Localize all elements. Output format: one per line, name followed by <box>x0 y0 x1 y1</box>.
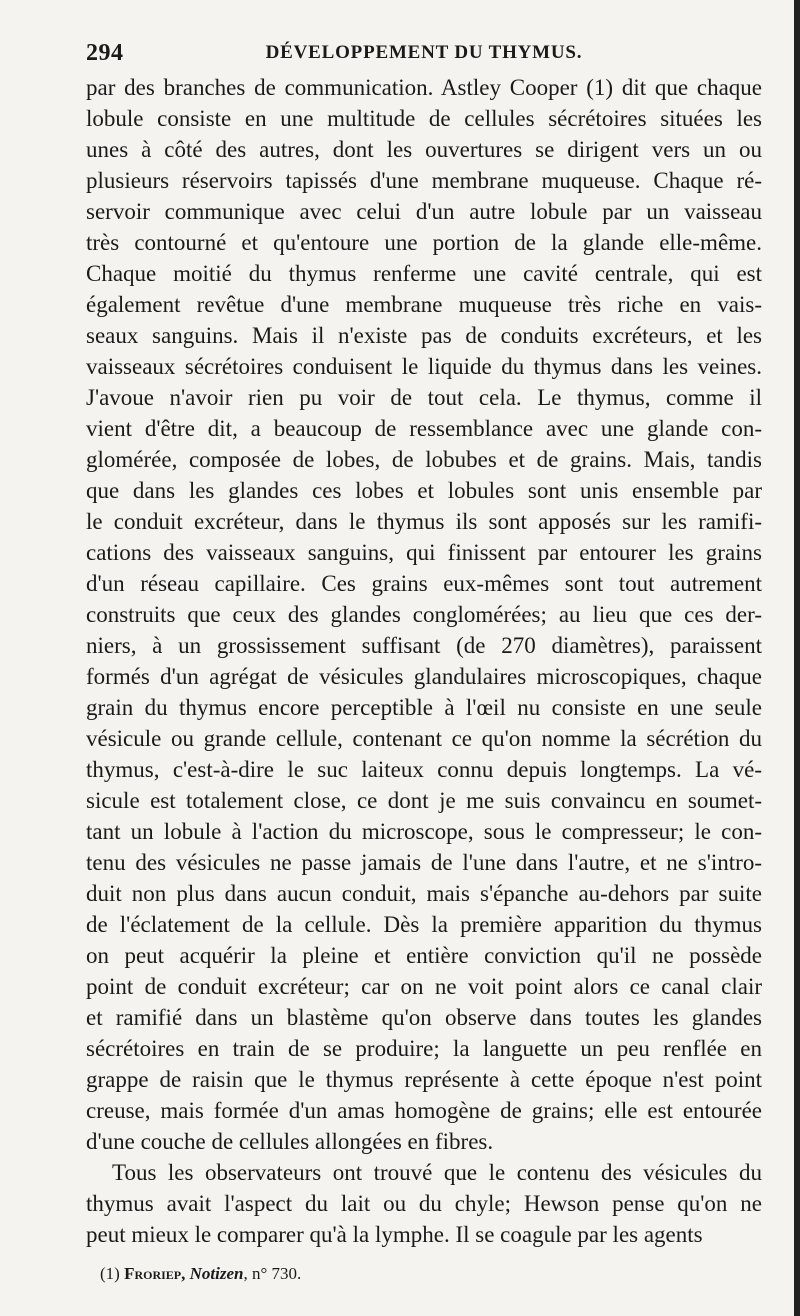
text-line: seaux sanguins. Mais il n'existe pas de conduits excréteurs, et les <box>86 323 762 348</box>
text-line: très contourné et qu'entoure une portion de la glande elle-même. <box>86 230 762 255</box>
page-edge <box>794 0 800 1316</box>
text-line: creuse, mais formée d'un amas homogène de grains; elle est entourée <box>86 1098 762 1123</box>
text-line: également revêtue d'une membrane muqueuse très riche en vais- <box>86 292 762 317</box>
text-line: vésicule ou grande cellule, contenant ce qu'on nomme la sécrétion du <box>86 726 762 751</box>
text-line: construits que ceux des glandes conglomérées; au lieu que ces der- <box>86 602 762 627</box>
footnote-work: Notizen <box>189 1264 244 1283</box>
paragraph <box>86 72 762 1157</box>
text-line: grappe de raisin que le thymus représente à cette époque n'est point <box>86 1067 762 1092</box>
body-text <box>86 72 762 1250</box>
text-line: et ramifié dans un blastème qu'on observe dans toutes les glandes <box>86 1005 762 1030</box>
text-line: vaisseaux sécrétoires conduisent le liquide du thymus dans les veines. <box>86 354 762 379</box>
text-line: tenu des vésicules ne passe jamais de l'une dans l'autre, et ne s'intro- <box>86 850 762 875</box>
text-line: thymus, c'est-à-dire le suc laiteux connu depuis longtemps. La vé- <box>86 757 762 782</box>
text-line: lobule consiste en une multitude de cellules sécrétoires situées les <box>86 106 762 131</box>
text-line: sécrétoires en train de se produire; la languette un peu renflée en <box>86 1036 762 1061</box>
text-line: que dans les glandes ces lobes et lobules sont unis ensemble par <box>86 478 762 503</box>
footnote-marker: (1) <box>100 1264 120 1283</box>
text-line: J'avoue n'avoir rien pu voir de tout cela. Le thymus, comme il <box>86 385 762 410</box>
paragraph <box>86 1157 762 1250</box>
text-line: cations des vaisseaux sanguins, qui finissent par entourer les grains <box>86 540 762 565</box>
text-line: sicule est totalement close, ce dont je me suis convaincu en soumet- <box>86 788 762 813</box>
text-line: formés d'un agrégat de vésicules glandulaires microscopiques, chaque <box>86 664 762 689</box>
text-line: plusieurs réservoirs tapissés d'une membrane muqueuse. Chaque ré- <box>86 168 762 193</box>
page-number: 294 <box>86 40 124 66</box>
footnote-reference: , n° 730. <box>243 1264 302 1283</box>
text-line: glomérée, composée de lobes, de lobubes et de grains. Mais, tandis <box>86 447 762 472</box>
running-title: DÉVELOPPEMENT DU THYMUS. <box>265 42 583 63</box>
text-line: vient d'être dit, a beaucoup de ressemblance avec une glande con- <box>86 416 762 441</box>
footnote <box>100 1262 760 1286</box>
text-line: thymus avait l'aspect du lait ou du chyle; Hewson pense qu'on ne <box>86 1191 762 1216</box>
text-line: peut mieux le comparer qu'à la lymphe. Il se coagule par les agents <box>86 1222 703 1247</box>
text-line: de l'éclatement de la cellule. Dès la première apparition du thymus <box>86 912 762 937</box>
text-line: on peut acquérir la pleine et entière conviction qu'il ne possède <box>86 943 762 968</box>
text-line: d'un réseau capillaire. Ces grains eux-mêmes sont tout autrement <box>86 571 762 596</box>
text-line: Chaque moitié du thymus renferme une cavité centrale, qui est <box>86 261 762 286</box>
text-line: duit non plus dans aucun conduit, mais s'épanche au-dehors par suite <box>86 881 762 906</box>
text-line: point de conduit excréteur; car on ne voit point alors ce canal clair <box>86 974 762 999</box>
text-line: tant un lobule à l'action du microscope, sous le compresseur; le con- <box>86 819 762 844</box>
text-line: le conduit excréteur, dans le thymus ils sont apposés sur les ramifi- <box>86 509 762 534</box>
text-line: grain du thymus encore perceptible à l'œil nu consiste en une seule <box>86 695 762 720</box>
text-line: par des branches de communication. Astley Cooper (1) dit que chaque <box>86 75 762 100</box>
text-line: d'une couche de cellules allongées en fibres. <box>86 1129 494 1154</box>
text-line: servoir communique avec celui d'un autre lobule par un vaisseau <box>86 199 762 224</box>
text-line: unes à côté des autres, dont les ouvertures se dirigent vers un ou <box>86 137 762 162</box>
page-header <box>86 40 762 70</box>
footnote-author: Froriep, <box>124 1264 186 1283</box>
text-line: niers, à un grossissement suffisant (de 270 diamètres), paraissent <box>86 633 762 658</box>
text-line: Tous les observateurs ont trouvé que le contenu des vésicules du <box>112 1160 762 1185</box>
